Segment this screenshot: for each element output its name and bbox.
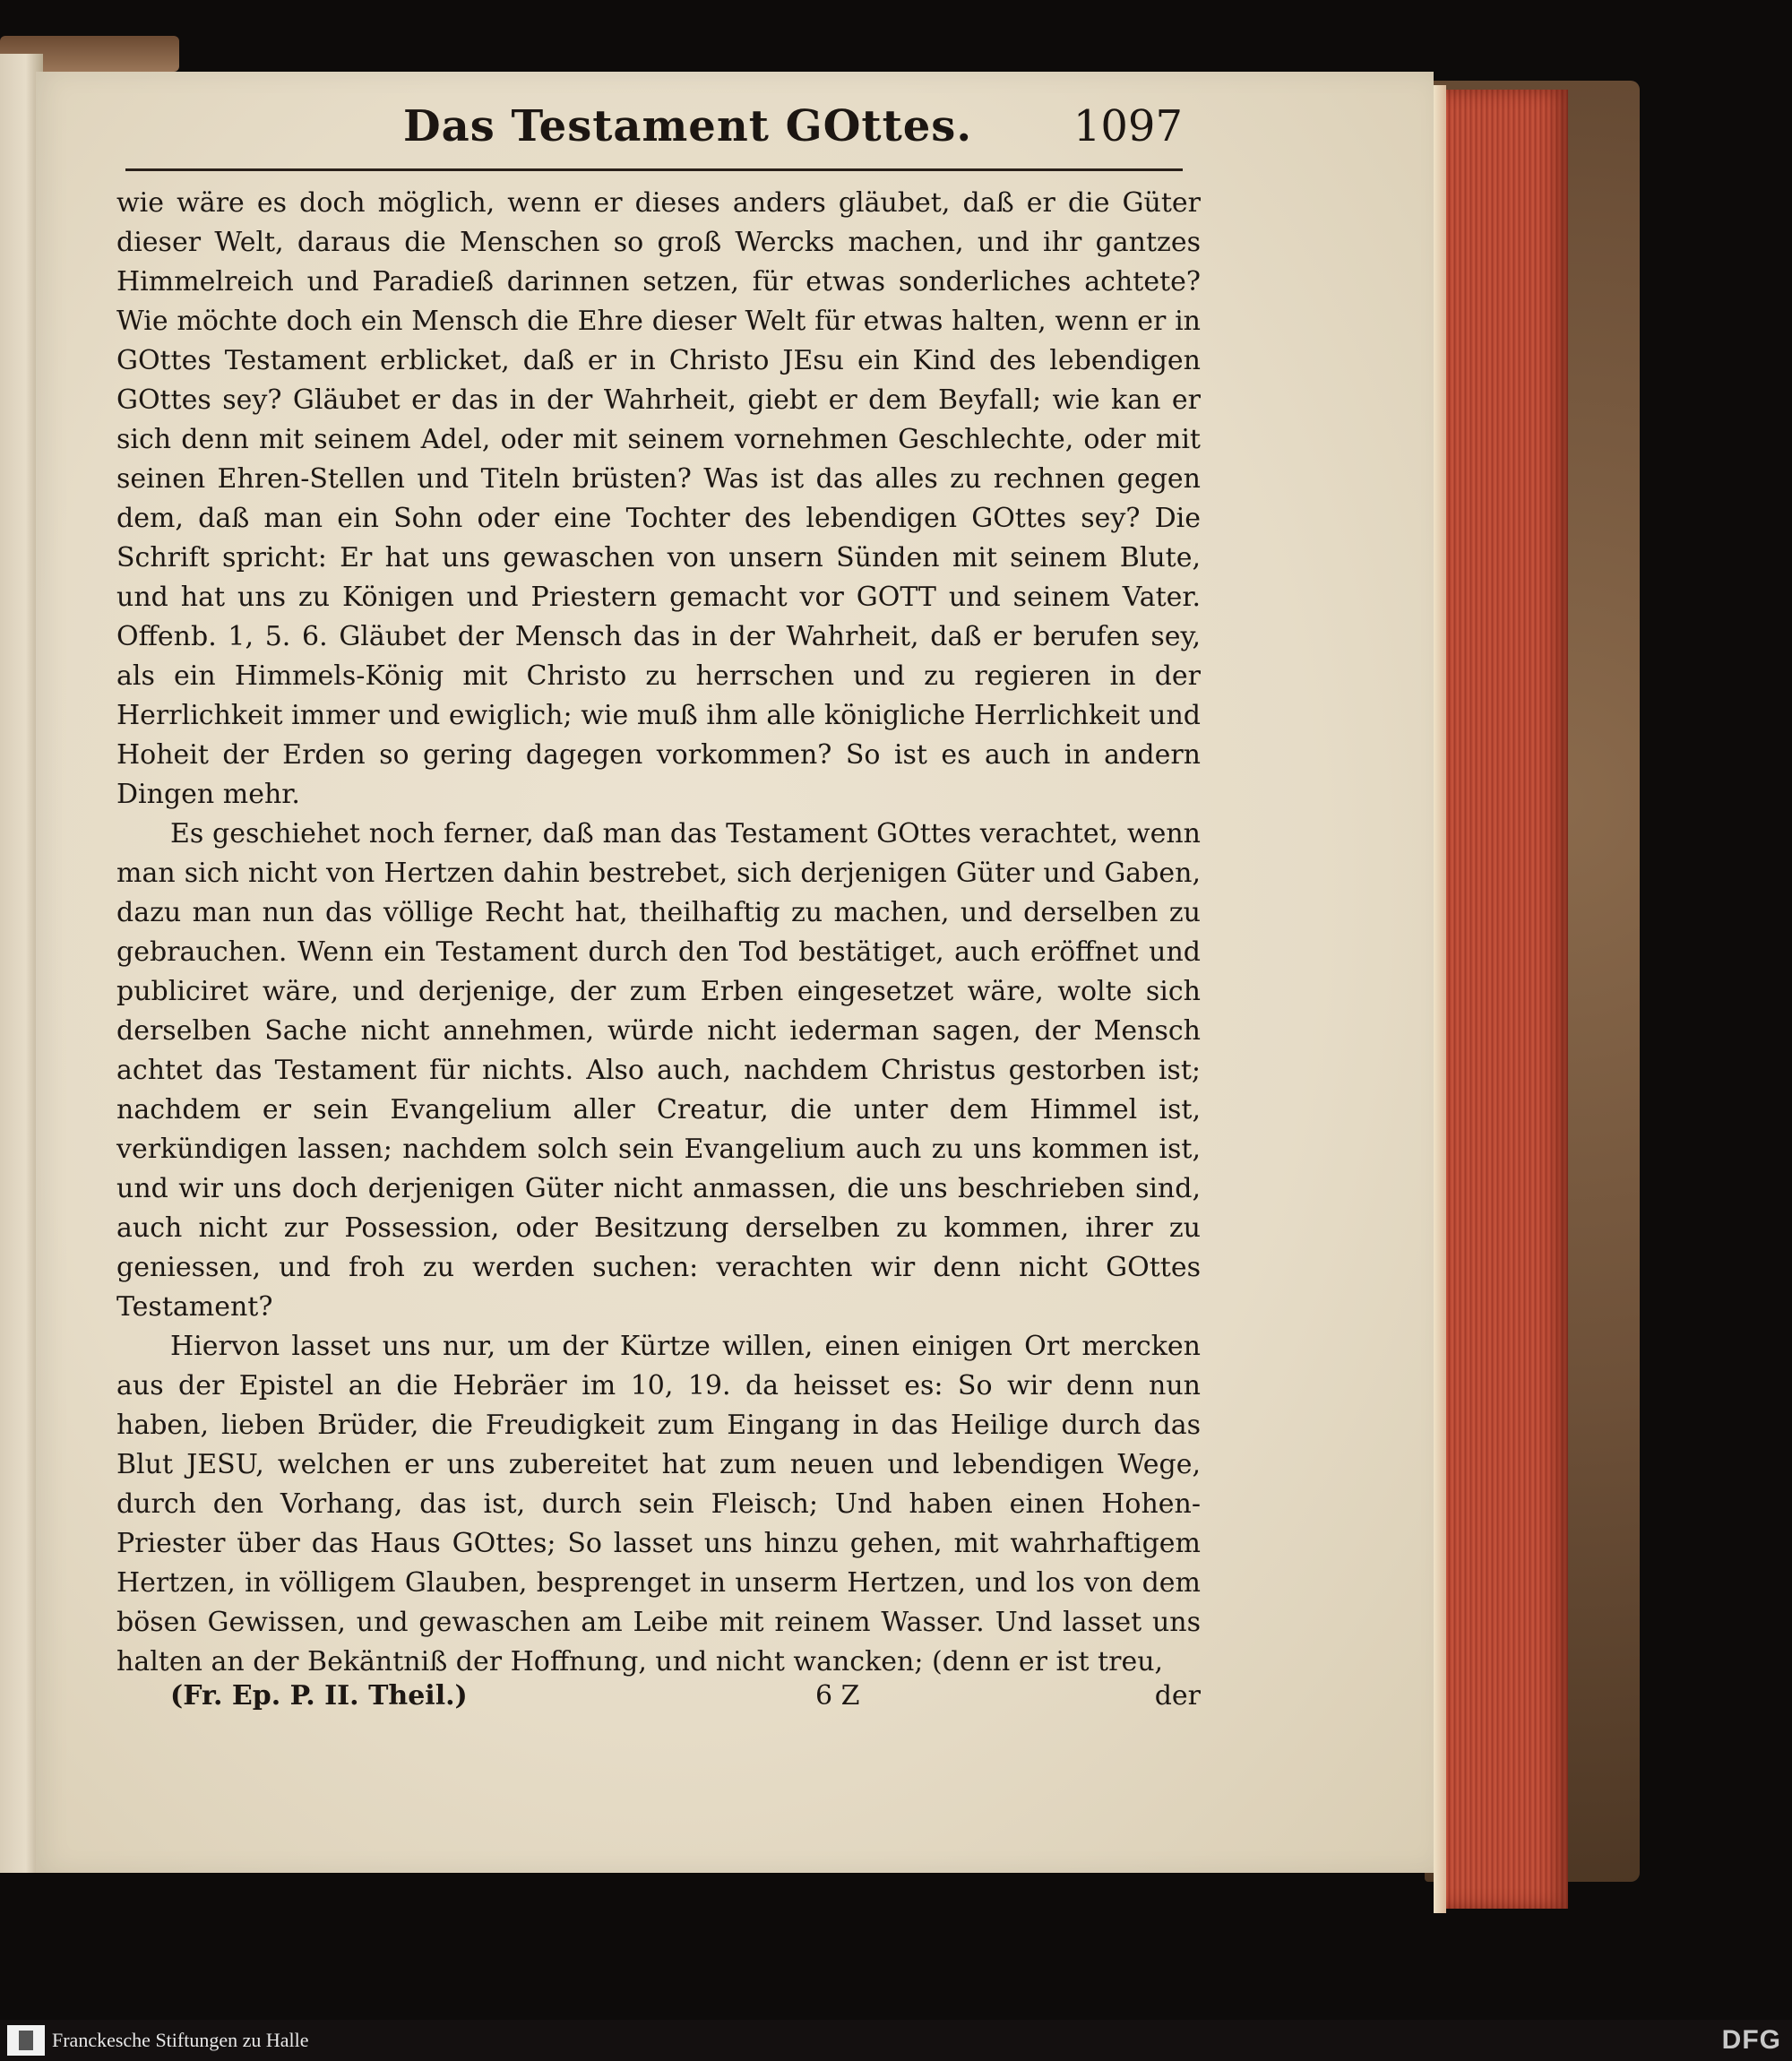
red-page-edges	[1434, 90, 1568, 1909]
paragraph: Es geschiehet noch ferner, daß man das Testament GOttes verachtet, wenn man sich nicht von Hertzen dahin bestrebet, sich derjenigen Güter und Gaben, dazu man nun das völlige Recht hat, theilhaftig zu machen, und derselben zu gebrauchen. Wenn ein Testament durch den Tod bestätiget, auch eröffnet und publiciret wäre, und derjenige, der zum Erben eingesetzet wäre, wolte sich derselben Sache nicht annehmen, würde nicht iederman sagen, der Mensch achtet das Testament für nichts. Also auch, nachdem Christus gestorben ist; nachdem er sein Evangelium aller Creatur, die unter dem Himmel ist, verkündigen lassen; nachdem solch sein Evangelium auch zu uns kommen ist, und wir uns doch derjenigen Güter nicht anmassen, die uns beschrieben sind, auch nicht zur Possession, oder Besitzung derselben zu kommen, ihrer zu geniessen, und froh zu werden suchen: verachten wir denn nicht GOttes Testament?	[116, 818, 1201, 1323]
signature-line: (Fr. Ep. P. II. Theil.)	[170, 1680, 468, 1712]
page-header	[125, 94, 1183, 166]
page-number: 1097	[1073, 101, 1183, 151]
page-edge-strip	[1434, 85, 1446, 1913]
signature-mark: 6 Z	[815, 1680, 860, 1712]
body-text	[116, 184, 1201, 1682]
catchword: der	[1154, 1680, 1201, 1712]
institution-name: Franckesche Stiftungen zu Halle	[52, 2029, 309, 2051]
dfg-logo: DFG	[1721, 2025, 1781, 2055]
paragraph: wie wäre es doch möglich, wenn er dieses anders gläubet, daß er die Güter dieser Welt, daraus die Menschen so groß Wercks machen, und ihr gantzes Himmelreich und Paradieß darinnen setzen, für etwas sonderliches achtete? Wie möchte doch ein Mensch die Ehre dieser Welt für etwas halten, wenn er in GOttes Testament erblicket, daß er in Christo JEsu ein Kind des lebendigen GOttes sey? Gläubet er das in der Wahrheit, giebt er dem Beyfall; wie kan er sich denn mit seinem Adel, oder mit seinem vornehmen Geschlechte, oder mit seinen Ehren-Stellen und Titeln brüsten? Was ist das alles zu rechnen gegen dem, daß man ein Sohn oder eine Tochter des lebendigen GOttes sey? Die Schrift spricht: Er hat uns gewaschen von unsern Sünden mit seinem Blute, und hat uns zu Königen und Priestern gemacht vor GOTT und seinem Vater. Offenb. 1, 5. 6. Gläubet der Mensch das in der Wahrheit, daß er berufen sey, als ein Himmels-König mit Christo zu herrschen und zu regieren in der Herrlichkeit immer und ewiglich; wie muß ihm alle königliche Herrlichkeit und Hoheit der Erden so gering dagegen vorkommen? So ist es auch in andern Dingen mehr.	[116, 187, 1201, 810]
paragraph: Hiervon lasset uns nur, um der Kürtze willen, einen einigen Ort mercken aus der Epistel an die Hebräer im 10, 19. da heisset es: So wir denn nun haben, lieben Brüder, die Freudigkeit zum Eingang in das Heilige durch das Blut JESU, welchen er uns zubereitet hat zum neuen und lebendigen Wege, durch den Vorhang, das ist, durch sein Fleisch; Und haben einen Hohen-Priester über das Haus GOttes; So lasset uns hinzu gehen, mit wahrhaftigem Hertzen, in völligem Glauben, besprenget in unserm Hertzen, und los von dem bösen Gewissen, und gewaschen am Leibe mit reinem Wasser. Und lasset uns halten an der Bekäntniß der Hoffnung, und nicht wancken; (denn er ist treu,	[116, 1331, 1201, 1677]
institution-logo-icon	[7, 2025, 45, 2056]
viewer-footer-bar	[0, 2020, 1792, 2061]
page-footer	[134, 1680, 1201, 1725]
running-title: Das Testament GOttes.	[403, 101, 973, 151]
header-rule	[125, 168, 1183, 171]
